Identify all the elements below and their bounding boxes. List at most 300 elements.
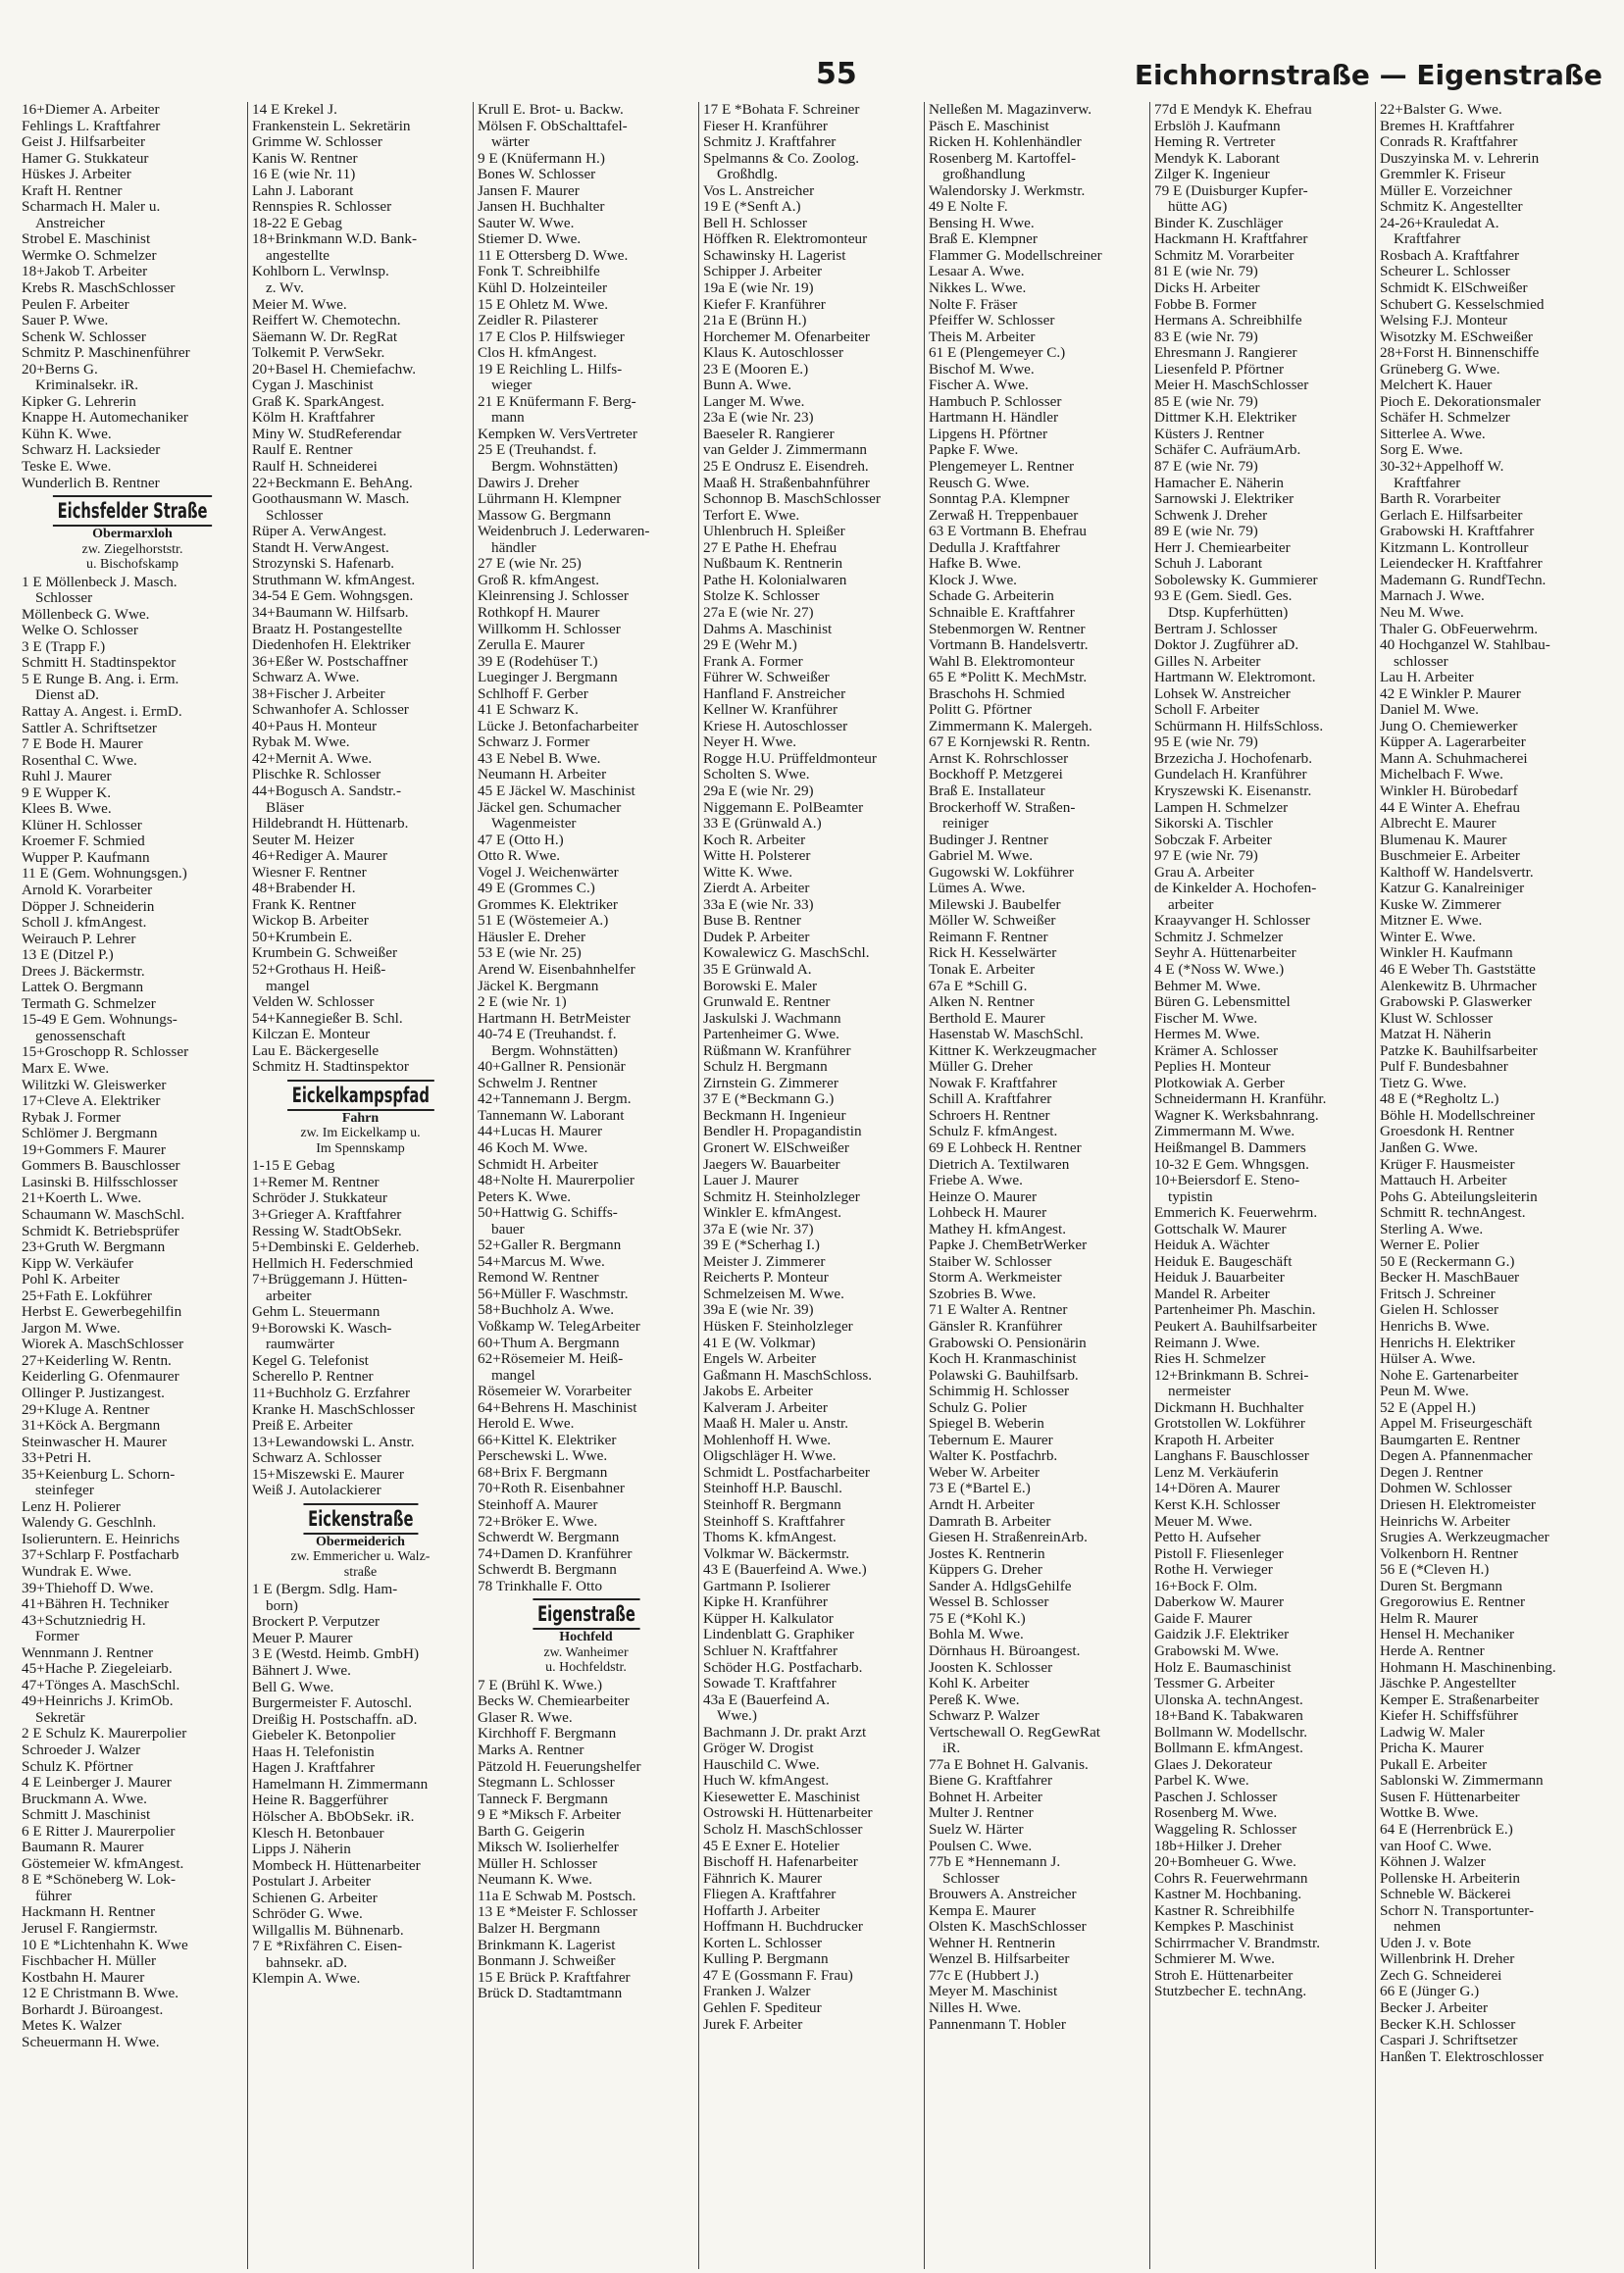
directory-entry: Seuter M. Heizer (252, 832, 355, 848)
directory-entry: Rogge H.U. Prüffeldmonteur (703, 750, 877, 767)
directory-entry: Matzat H. Näherin (1380, 1027, 1492, 1043)
directory-entry: 33+Petri H. (22, 1450, 91, 1467)
directory-entry: Thoms K. kfmAngest. (703, 1530, 837, 1546)
directory-entry: Schuh J. Laborant (1154, 556, 1263, 573)
directory-entry: 67a E *Schill G. (929, 978, 1028, 994)
entry-continuation: mann (491, 410, 525, 427)
directory-entry: Grommes K. Elektriker (478, 896, 618, 913)
directory-entry: Dörnhaus H. Büroangest. (929, 1642, 1081, 1659)
directory-entry: 20+Basel H. Chemiefachw. (252, 361, 417, 378)
directory-entry: 33a E (wie Nr. 33) (703, 896, 814, 913)
directory-entry: 37a E (wie Nr. 37) (703, 1221, 814, 1238)
directory-entry: Brockerhoff W. Straßen- (929, 799, 1076, 816)
directory-entry: 15-49 E Gem. Wohnungs- (22, 1012, 178, 1029)
directory-entry: Nußbaum K. Rentnerin (703, 556, 843, 573)
entry-continuation: Großhdlg. (717, 167, 779, 183)
directory-entry: Marnach J. Wwe. (1380, 588, 1485, 605)
directory-entry: Kellner W. Kranführer (703, 702, 838, 719)
directory-entry: Willgallis M. Bühnenarb. (252, 1922, 404, 1939)
directory-entry: Bones W. Schlosser (478, 167, 596, 183)
directory-entry: Weiß J. Autolackierer (252, 1483, 381, 1499)
directory-entry: 35 E Grünwald A. (703, 961, 812, 978)
directory-entry: Barth R. Vorarbeiter (1380, 491, 1501, 508)
directory-entry: Pohl K. Arbeiter (22, 1272, 120, 1288)
directory-entry: 23+Gruth W. Bergmann (22, 1239, 166, 1256)
directory-entry: Müller E. Vorzeichner (1380, 182, 1512, 199)
directory-entry: Schonnop B. MaschSchlosser (703, 491, 881, 508)
directory-entry: 18+Jakob T. Arbeiter (22, 264, 148, 280)
directory-entry: Kleinrensing J. Schlosser (478, 588, 629, 605)
directory-entry: Winkler E. kfmAngest. (703, 1205, 842, 1222)
directory-entry: 52+Grothaus H. Heiß- (252, 961, 386, 978)
directory-entry: Schmitt R. technAngest. (1380, 1205, 1526, 1222)
directory-entry: Küpper H. Kalkulator (703, 1610, 834, 1627)
directory-entry: Pukall E. Arbeiter (1380, 1756, 1488, 1773)
directory-entry: de Kinkelder A. Hochofen- (1154, 881, 1317, 897)
directory-entry: Bischof M. Wwe. (929, 361, 1035, 378)
directory-entry: Mademann G. RundfTechn. (1380, 572, 1547, 588)
directory-entry: Hermes M. Wwe. (1154, 1027, 1260, 1043)
directory-entry: Lauer J. Maurer (703, 1173, 799, 1189)
directory-entry: Schade G. Arbeiterin (929, 588, 1054, 605)
directory-entry: 77d E Mendyk K. Ehefrau (1154, 102, 1312, 118)
directory-entry: Olsten K. MaschSchlosser (929, 1919, 1087, 1936)
directory-entry: Schorr N. Transportunter- (1380, 1902, 1535, 1919)
directory-entry: 30-32+Appelhoff W. (1380, 459, 1504, 476)
directory-entry: Schmitz K. Angestellter (1380, 199, 1523, 216)
directory-entry: Fischbacher H. Müller (22, 1953, 157, 1970)
directory-entry: Heine R. Baggerführer (252, 1793, 388, 1809)
directory-entry: Peun M. Wwe. (1380, 1384, 1469, 1400)
directory-entry: 34+Baumann W. Hilfsarb. (252, 604, 409, 621)
directory-entry: Peukert A. Bauhilfsarbeiter (1154, 1319, 1317, 1336)
directory-entry: 13 E *Meister F. Schlosser (478, 1904, 637, 1921)
directory-entry: Storm A. Werkmeister (929, 1270, 1062, 1287)
directory-entry: Arnold K. Vorarbeiter (22, 883, 153, 899)
directory-entry: 50 E (Reckermann G.) (1380, 1253, 1515, 1270)
directory-entry: Schöder H.G. Postfacharb. (703, 1659, 863, 1676)
street-heading (252, 1503, 469, 1581)
street-heading (252, 1080, 469, 1157)
directory-entry: Bunn A. Wwe. (703, 378, 791, 394)
entry-continuation: bahnsekr. aD. (266, 1954, 348, 1971)
directory-entry: Ressing W. StadtObSekr. (252, 1223, 402, 1239)
directory-entry: 71 E Walter A. Rentner (929, 1302, 1068, 1319)
directory-entry: Müller G. Dreher (929, 1059, 1033, 1076)
directory-entry: Walendy G. Geschlnh. (22, 1515, 157, 1532)
directory-entry: 9 E Wupper K. (22, 784, 112, 801)
directory-entry: Stutzbecher E. technAng. (1154, 1984, 1307, 2000)
directory-entry: Frank K. Rentner (252, 896, 356, 913)
directory-entry: Miny W. StudReferendar (252, 426, 402, 442)
running-head: Eichhornstraße — Eigenstraße (1134, 59, 1602, 91)
directory-entry: Schill A. Kraftfahrer (929, 1091, 1052, 1108)
directory-entry: Meyer M. Maschinist (929, 1984, 1058, 2000)
directory-entry: Schmitt H. Stadtinspektor (22, 655, 177, 672)
directory-entry: 7 E (Brühl K. Wwe.) (478, 1677, 603, 1693)
directory-entry: Albrecht E. Maurer (1380, 816, 1497, 833)
directory-entry: Appel M. Friseurgeschäft (1380, 1416, 1533, 1433)
directory-entry: Koch H. Kranmaschinist (929, 1351, 1077, 1368)
directory-entry: Partenheimer Ph. Maschin. (1154, 1302, 1316, 1319)
directory-entry: Pannenmann T. Hobler (929, 2016, 1066, 2033)
directory-entry: Drees J. Bäckermstr. (22, 963, 145, 980)
directory-entry: Kittner K. Werkzeugmacher (929, 1042, 1096, 1059)
directory-entry: Uhlenbruch H. Spleißer (703, 524, 845, 540)
directory-entry: Walendorsky J. Werkmstr. (929, 182, 1086, 199)
directory-entry: 19a E (wie Nr. 19) (703, 280, 814, 297)
directory-entry: Balzer H. Bergmann (478, 1921, 600, 1938)
directory-entry: 79 E (Duisburger Kupfer- (1154, 182, 1308, 199)
directory-entry: 93 E (Gem. Siedl. Ges. (1154, 588, 1293, 605)
directory-entry: Mitzner E. Wwe. (1380, 913, 1483, 930)
directory-entry: Petto H. Aufseher (1154, 1530, 1261, 1546)
directory-entry: Hamer G. Stukkateur (22, 150, 149, 167)
directory-entry: Geist J. Hilfsarbeiter (22, 134, 146, 151)
directory-column (1149, 102, 1375, 2269)
street-location: u. Bischofskamp (85, 557, 179, 573)
directory-entry: Politt G. Pförtner (929, 702, 1033, 719)
entry-continuation: Sekretär (35, 1709, 85, 1726)
directory-entry: Pfeiffer W. Schlosser (929, 313, 1055, 329)
directory-entry: 24-26+Krauledat A. (1380, 215, 1499, 231)
directory-entry: Caspari J. Schriftsetzer (1380, 2033, 1518, 2049)
directory-entry: Schenk W. Schlosser (22, 328, 146, 345)
street-district: Obermarxloh (92, 527, 173, 542)
directory-entry: Wupper P. Kaufmann (22, 849, 150, 866)
directory-entry: Lipgens H. Pförtner (929, 426, 1048, 442)
entry-continuation: Kriminalsekr. iR. (35, 378, 139, 394)
directory-entry: 19 E (*Senft A.) (703, 199, 801, 216)
directory-entry: 45+Hache P. Ziegeleiarb. (22, 1661, 173, 1678)
directory-entry: Groesdonk H. Rentner (1380, 1124, 1515, 1140)
directory-entry: 18-22 E Gebag (252, 215, 342, 231)
directory-entry: Kraayvanger H. Schlosser (1154, 913, 1310, 930)
directory-entry: 18+Brinkmann W.D. Bank- (252, 231, 418, 248)
directory-entry: Herbst E. Gewerbegehilfin (22, 1304, 182, 1321)
directory-entry: Kastner M. Hochbaning. (1154, 1887, 1302, 1903)
entry-continuation: händler (491, 539, 536, 556)
directory-entry: Welke O. Schlosser (22, 623, 138, 639)
directory-entry: 56+Müller F. Waschmstr. (478, 1286, 629, 1302)
directory-entry: Plengemeyer L. Rentner (929, 459, 1075, 476)
directory-entry: Hambuch P. Schlosser (929, 393, 1062, 410)
directory-entry: Sitterlee A. Wwe. (1380, 426, 1486, 442)
directory-entry: Krapoth H. Arbeiter (1154, 1432, 1274, 1448)
directory-entry: Rybak M. Wwe. (252, 734, 350, 751)
directory-entry: 65 E *Politt K. MechMstr. (929, 670, 1088, 686)
directory-entry: Marx E. Wwe. (22, 1061, 110, 1078)
directory-entry: Conrads R. Kraftfahrer (1380, 134, 1518, 151)
directory-entry: Doktor J. Zugführer aD. (1154, 637, 1299, 654)
directory-entry: Winkler H. Bürobedarf (1380, 783, 1518, 799)
street-name: Eigenstraße (533, 1598, 639, 1630)
directory-entry: Dedulla J. Kraftfahrer (929, 539, 1060, 556)
directory-entry: 60+Thum A. Bergmann (478, 1335, 620, 1351)
directory-entry: Ostrowski H. Hüttenarbeiter (703, 1805, 873, 1822)
directory-entry: Nikkes L. Wwe. (929, 280, 1027, 297)
directory-entry: Holz E. Baumaschinist (1154, 1659, 1292, 1676)
directory-entry: 58+Buchholz A. Wwe. (478, 1302, 615, 1319)
directory-entry: Lührmann H. Klempner (478, 491, 622, 508)
directory-entry: Hohmann H. Maschinenbing. (1380, 1659, 1556, 1676)
directory-entry: Zech G. Schneiderei (1380, 1967, 1502, 1984)
directory-entry: Becks W. Chemiearbeiter (478, 1693, 630, 1710)
directory-entry: Ries H. Schmelzer (1154, 1351, 1266, 1368)
directory-entry: Peplies H. Monteur (1154, 1059, 1271, 1076)
directory-entry: 39a E (wie Nr. 39) (703, 1302, 814, 1319)
directory-entry: Sikorski A. Tischler (1154, 816, 1274, 833)
directory-entry: Jung O. Chemiewerker (1380, 718, 1518, 734)
directory-entry: Brockert P. Verputzer (252, 1614, 381, 1631)
directory-entry: 6 E Ritter J. Maurerpolier (22, 1823, 176, 1840)
directory-entry: Reimann J. Wwe. (1154, 1335, 1260, 1351)
directory-entry: Velden W. Schlosser (252, 994, 375, 1011)
entry-continuation: typistin (1168, 1188, 1213, 1205)
directory-entry: 41+Bähren H. Techniker (22, 1596, 170, 1613)
entry-continuation: Schlosser (942, 1870, 1000, 1887)
directory-entry: Dickmann H. Buchhalter (1154, 1399, 1304, 1416)
directory-entry: 47 E (Otto H.) (478, 832, 564, 848)
directory-entry: 3 E (Westd. Heimb. GmbH) (252, 1646, 420, 1663)
directory-entry: Hüsken F. Steinholzleger (703, 1319, 853, 1336)
directory-entry: Kastner R. Schreibhilfe (1154, 1902, 1294, 1919)
directory-entry: Remond W. Rentner (478, 1270, 599, 1287)
entry-continuation: schlosser (1394, 653, 1448, 670)
directory-column (473, 102, 698, 2269)
directory-entry: Schmitz H. Stadtinspektor (252, 1059, 409, 1076)
directory-entry: 45 E Jäckel W. Maschinist (478, 783, 635, 799)
directory-entry: Kraft H. Rentner (22, 182, 123, 199)
directory-entry: Päsch E. Maschinist (929, 118, 1049, 134)
entry-continuation: Bergm. Wohnstätten) (491, 459, 618, 476)
directory-entry: Katzur G. Kanalreiniger (1380, 881, 1525, 897)
directory-entry: Zierdt A. Arbeiter (703, 881, 810, 897)
directory-entry: Lohsek W. Anstreicher (1154, 685, 1291, 702)
directory-entry: Lenz H. Polierer (22, 1498, 121, 1515)
directory-entry: Kiefer H. Schiffsführer (1380, 1708, 1518, 1725)
directory-entry: 43 E (Bauerfeind A. Wwe.) (703, 1562, 867, 1579)
directory-entry: Spiegel B. Weberin (929, 1416, 1044, 1433)
directory-entry: Mattauch H. Arbeiter (1380, 1173, 1507, 1189)
directory-entry: Kölm H. Kraftfahrer (252, 410, 376, 427)
directory-entry: Heiduk A. Wächter (1154, 1238, 1270, 1254)
directory-entry: 14 E Krekel J. (252, 102, 337, 118)
entry-continuation: Bergm. Wohnstätten) (491, 1042, 618, 1059)
directory-entry: 83 E (wie Nr. 79) (1154, 328, 1258, 345)
directory-entry: Jäckel K. Bergmann (478, 978, 599, 994)
directory-entry: Schmitz M. Vorarbeiter (1154, 247, 1294, 264)
directory-entry: 29 E (Wehr M.) (703, 637, 797, 654)
directory-entry: 31+Köck A. Bergmann (22, 1418, 161, 1435)
directory-entry: Raulf H. Schneiderei (252, 459, 378, 476)
directory-entry: Jaegers W. Bauarbeiter (703, 1156, 840, 1173)
directory-entry: 41 E (W. Volkmar) (703, 1335, 816, 1351)
directory-entry: Gielen H. Schlosser (1380, 1302, 1499, 1319)
directory-entry: 97 E (wie Nr. 79) (1154, 848, 1258, 865)
directory-entry: Volkenborn H. Rentner (1380, 1545, 1519, 1562)
directory-entry: Klüner H. Schlosser (22, 817, 142, 833)
directory-entry: Bruckmann A. Wwe. (22, 1791, 147, 1807)
directory-entry: Waggeling R. Schlosser (1154, 1821, 1297, 1838)
directory-entry: Jakobs E. Arbeiter (703, 1384, 813, 1400)
directory-entry: Kohlborn L. Verwlnsp. (252, 264, 389, 280)
directory-entry: Rothkopf H. Maurer (478, 604, 600, 621)
directory-entry: Degen A. Pfannenmacher (1380, 1448, 1533, 1465)
directory-entry: Sauer P. Wwe. (22, 313, 109, 329)
street-heading (478, 1598, 694, 1676)
directory-entry: Kemper E. Straßenarbeiter (1380, 1692, 1540, 1708)
entry-continuation: führer (35, 1888, 73, 1904)
directory-entry: Jansen F. Maurer (478, 182, 580, 199)
directory-entry: 61 E (Plengemeyer C.) (929, 345, 1066, 362)
directory-entry: Gommers B. Bauschlosser (22, 1158, 180, 1175)
directory-entry: Stegmann L. Schlosser (478, 1775, 615, 1792)
directory-entry: Melchert K. Hauer (1380, 378, 1493, 394)
entry-continuation: Schlosser (35, 590, 93, 607)
directory-entry: Kiesewetter E. Maschinist (703, 1789, 860, 1805)
directory-entry: Fischer A. Wwe. (929, 378, 1029, 394)
directory-entry: Gregorowius E. Rentner (1380, 1594, 1526, 1611)
entry-continuation: Kraftfahrer (1394, 231, 1461, 248)
directory-entry: Schipper J. Arbeiter (703, 264, 823, 280)
entry-continuation: wieger (491, 378, 533, 394)
entry-continuation: Schlosser (266, 507, 324, 524)
directory-entry: 40-74 E (Treuhandst. f. (478, 1027, 617, 1043)
street-location: zw. Ziegelhorststr. (81, 541, 183, 557)
entry-continuation: angestellte (266, 247, 330, 264)
directory-entry: 1-15 E Gebag (252, 1158, 335, 1175)
directory-entry: Göstemeier W. kfmAngest. (22, 1855, 184, 1872)
directory-entry: Biene G. Kraftfahrer (929, 1773, 1053, 1790)
directory-entry: 1+Remer M. Rentner (252, 1174, 380, 1190)
directory-entry: 19 E Reichling L. Hilfs- (478, 361, 623, 378)
directory-entry: Lau E. Bäckergeselle (252, 1042, 380, 1059)
entry-continuation: Kraftfahrer (1394, 475, 1461, 491)
directory-entry: Langer M. Wwe. (703, 393, 805, 410)
directory-entry: 11+Buchholz G. Erzfahrer (252, 1385, 411, 1401)
directory-entry: Daniel M. Wwe. (1380, 702, 1479, 719)
directory-entry: Schürmann H. HilfsSchloss. (1154, 718, 1324, 734)
directory-entry: Möllenbeck G. Wwe. (22, 606, 150, 623)
directory-entry: 63 E Vortmann B. Ehefrau (929, 524, 1087, 540)
directory-entry: Parbel K. Wwe. (1154, 1773, 1249, 1790)
directory-entry: Frank A. Former (703, 653, 803, 670)
directory-entry: Tebernum E. Maurer (929, 1432, 1053, 1448)
directory-entry: Krämer A. Schlosser (1154, 1042, 1279, 1059)
directory-entry: Gottschalk W. Maurer (1154, 1221, 1287, 1238)
directory-entry: 27+Keiderling W. Rentn. (22, 1352, 172, 1369)
directory-entry: Heming R. Vertreter (1154, 134, 1276, 151)
directory-entry: Schwarz H. Lacksieder (22, 442, 161, 459)
directory-entry: Korten L. Schlosser (703, 1935, 823, 1951)
directory-entry: Braß E. Klempner (929, 231, 1038, 248)
directory-entry: Lau H. Arbeiter (1380, 670, 1474, 686)
directory-entry: Küpper A. Lagerarbeiter (1380, 734, 1526, 751)
directory-entry: Mohlenhoff H. Wwe. (703, 1432, 832, 1448)
directory-entry: Rybak J. Former (22, 1109, 122, 1126)
directory-entry: 66 E (Jünger G.) (1380, 1984, 1480, 2000)
directory-entry: Wundrak E. Wwe. (22, 1563, 132, 1580)
directory-entry: van Gelder J. Zimmermann (703, 442, 868, 459)
directory-entry: Grabowski P. Glaswerker (1380, 994, 1532, 1011)
directory-entry: Pathe H. Kolonialwaren (703, 572, 847, 588)
directory-entry: Wehner H. Rentnerin (929, 1935, 1056, 1951)
page-header (22, 57, 1602, 96)
street-location: zw. Im Eickelkamp u. (300, 1126, 421, 1141)
directory-entry: Schwelm J. Rentner (478, 1075, 597, 1091)
directory-entry: 54+Marcus M. Wwe. (478, 1253, 605, 1270)
directory-entry: Klaus K. Autoschlosser (703, 345, 844, 362)
directory-entry: Schmierer M. Wwe. (1154, 1951, 1275, 1968)
directory-entry: Klees B. Wwe. (22, 801, 112, 818)
directory-entry: Polawski G. Bauhilfsarb. (929, 1367, 1079, 1384)
directory-entry: Jostes K. Rentnerin (929, 1545, 1045, 1562)
directory-entry: Zeidler R. Pilasterer (478, 313, 598, 329)
directory-entry: Kanis W. Rentner (252, 150, 358, 167)
directory-entry: Zerwaß H. Treppenbauer (929, 507, 1079, 524)
directory-entry: Goothausmann W. Masch. (252, 491, 410, 508)
street-district: Fahrn (341, 1110, 380, 1126)
directory-entry: Gartmann P. Isolierer (703, 1578, 831, 1594)
directory-entry: Ricken H. Kohlenhändler (929, 134, 1082, 151)
directory-entry: Grunwald E. Rentner (703, 994, 831, 1011)
directory-entry: Schwanhofer A. Schlosser (252, 702, 409, 719)
directory-entry: 29a E (wie Nr. 29) (703, 783, 814, 799)
directory-entry: 1 E Möllenbeck J. Masch. (22, 574, 178, 590)
directory-entry: Postulart J. Arbeiter (252, 1874, 372, 1891)
directory-entry: 17 E Clos P. Hilfswieger (478, 328, 625, 345)
directory-entry: Kegel G. Telefonist (252, 1352, 369, 1369)
directory-entry: Reicherts P. Monteur (703, 1270, 829, 1287)
directory-entry: 77c E (Hubbert J.) (929, 1967, 1040, 1984)
directory-entry: Franken J. Walzer (703, 1984, 811, 2000)
street-location: zw. Emmericher u. Walz- (290, 1549, 431, 1565)
directory-entry: 16 E (wie Nr. 11) (252, 167, 356, 183)
entry-continuation: bauer (491, 1221, 525, 1238)
directory-entry: Stiemer D. Wwe. (478, 231, 582, 248)
directory-entry: 66+Kittel K. Elektriker (478, 1432, 617, 1448)
entry-continuation: z. Wv. (266, 280, 304, 297)
entry-continuation: genossenschaft (35, 1028, 126, 1044)
directory-entry: 27 E (wie Nr. 25) (478, 556, 582, 573)
directory-entry: Neumann H. Arbeiter (478, 767, 607, 783)
directory-entry: Hasenstab W. MaschSchl. (929, 1027, 1084, 1043)
street-location: Im Spennskamp (316, 1140, 405, 1156)
directory-entry: 40+Gallner R. Pensionär (478, 1059, 626, 1076)
directory-entry: 14+Dören A. Maurer (1154, 1481, 1280, 1497)
directory-entry: 17 E *Bohata F. Schreiner (703, 102, 860, 118)
directory-entry: 25 E Ondrusz E. Eisendreh. (703, 459, 869, 476)
directory-entry: 46 Koch M. Wwe. (478, 1140, 588, 1156)
directory-entry: Gerlach E. Hilfsarbeiter (1380, 507, 1523, 524)
directory-entry: Beckmann H. Ingenieur (703, 1107, 846, 1124)
directory-entry: 10+Beiersdorf E. Steno- (1154, 1173, 1300, 1189)
directory-entry: Wennmann J. Rentner (22, 1644, 154, 1661)
directory-entry: Sobczak F. Arbeiter (1154, 832, 1272, 848)
directory-entry: Schneble W. Bäckerei (1380, 1887, 1511, 1903)
directory-entry: Pollenske H. Arbeiterin (1380, 1870, 1520, 1887)
directory-entry: 2 E (wie Nr. 1) (478, 994, 567, 1011)
directory-entry: Bollmann E. kfmAngest. (1154, 1741, 1303, 1757)
directory-entry: Stolze K. Schlosser (703, 588, 820, 605)
directory-entry: Meister J. Zimmerer (703, 1253, 826, 1270)
directory-entry: Maaß H. Maler u. Anstr. (703, 1416, 849, 1433)
directory-entry: Fehlings L. Kraftfahrer (22, 118, 161, 134)
directory-entry: Henrichs B. Wwe. (1380, 1319, 1490, 1336)
directory-entry: Clos H. kfmAngest. (478, 345, 597, 362)
directory-entry: Baumann R. Maurer (22, 1840, 144, 1856)
